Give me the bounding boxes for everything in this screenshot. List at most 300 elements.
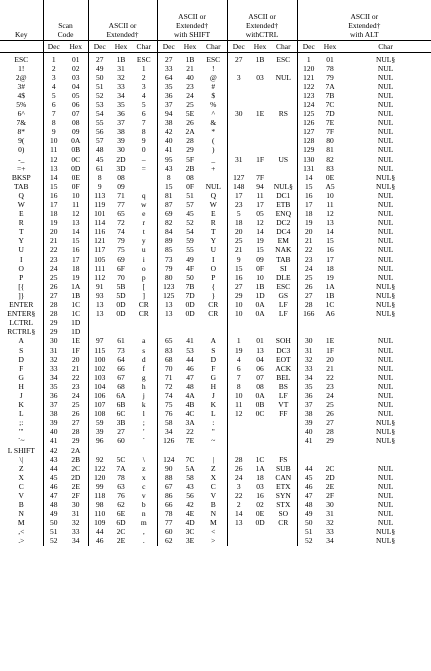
table-row: [0, 191, 431, 200]
value-cell: 81: [157, 191, 180, 200]
value-cell: 80: [157, 273, 180, 282]
value-cell: 36: [117, 109, 125, 119]
value-cell: b: [141, 500, 146, 510]
value-cell: 41: [297, 436, 320, 445]
value-cell: 14: [297, 173, 320, 182]
value-cell: 1B: [71, 290, 81, 300]
value-cell: 38: [297, 409, 320, 418]
subheader-cell: Char: [200, 40, 227, 52]
value-cell: 19: [227, 346, 250, 355]
value-cell: 36: [297, 391, 320, 400]
key-cell: J: [19, 390, 23, 400]
value-cell: [320, 318, 340, 327]
value-cell: [270, 446, 297, 455]
value-cell: 7A: [116, 463, 126, 473]
value-cell: 43: [43, 455, 64, 464]
value-cell: 35: [157, 82, 180, 91]
value-cell: 118: [88, 491, 111, 500]
shift-header-line1: ASCII or: [178, 12, 206, 22]
value-cell: 120: [297, 64, 320, 73]
value-cell: 127: [227, 173, 250, 182]
shift-header: [157, 0, 227, 40]
value-cell: 1F: [326, 345, 334, 355]
value-cell: 68: [157, 355, 180, 364]
value-cell: 30: [72, 500, 80, 510]
value-cell: 22: [186, 427, 194, 437]
value-cell: 112: [88, 273, 111, 282]
value-cell: 78: [157, 509, 180, 518]
value-cell: [250, 64, 270, 73]
value-cell: [88, 446, 111, 455]
ascii-header-line1: ASCII or: [108, 21, 137, 31]
value-cell: 31: [326, 509, 334, 519]
value-cell: 21: [72, 363, 80, 373]
value-cell: [131, 446, 157, 455]
value-cell: [111, 327, 131, 336]
value-cell: 60: [157, 527, 180, 536]
value-cell: 12: [227, 409, 250, 418]
value-cell: :: [212, 418, 215, 428]
value-cell: 100: [88, 355, 111, 364]
value-cell: CR: [208, 309, 219, 319]
value-cell: NUL§: [375, 427, 396, 437]
table-row: [0, 455, 431, 464]
value-cell: [297, 455, 320, 464]
value-cell: 69: [117, 254, 125, 264]
key-cell: Q: [18, 190, 24, 200]
value-cell: 30: [227, 109, 250, 118]
value-cell: NUL: [377, 127, 394, 137]
value-cell: 1: [43, 52, 64, 64]
subheader-cell: Dec: [157, 40, 180, 52]
value-cell: 1E: [71, 336, 80, 346]
value-cell: 82: [157, 218, 180, 227]
value-cell: 5D: [116, 290, 126, 300]
value-cell: 1C: [255, 454, 265, 464]
value-cell: A: [210, 336, 216, 346]
subheader-cell: Char: [270, 40, 297, 52]
value-cell: 1A: [255, 463, 265, 473]
value-cell: 08: [186, 172, 194, 182]
value-cell: 0D: [116, 309, 126, 319]
value-cell: CR: [138, 309, 149, 319]
value-cell: 73: [117, 345, 125, 355]
value-cell: 90: [157, 464, 180, 473]
value-cell: 33: [117, 81, 125, 91]
table-row: [0, 64, 431, 73]
value-cell: 115: [88, 346, 111, 355]
value-cell: 82: [326, 154, 334, 164]
value-cell: 130: [297, 155, 320, 164]
value-cell: [270, 136, 297, 145]
value-cell: d: [141, 354, 146, 364]
value-cell: 9: [141, 136, 146, 146]
value-cell: 06: [72, 99, 80, 109]
value-cell: CR: [208, 300, 219, 310]
value-cell: 13: [227, 518, 250, 527]
value-cell: NUL: [377, 245, 394, 255]
value-cell: 19: [297, 218, 320, 227]
value-cell: 65: [117, 209, 125, 219]
value-cell: 17: [256, 200, 264, 209]
value-cell: NUL: [377, 118, 394, 128]
value-cell: 33: [43, 364, 64, 373]
value-cell: 15: [227, 264, 250, 273]
key-cell: RCTRL§: [7, 327, 36, 337]
value-cell: [180, 446, 200, 455]
value-cell: e: [142, 209, 146, 219]
value-cell: 02: [256, 500, 264, 510]
value-cell: 105: [88, 255, 111, 264]
value-cell: NUL: [377, 218, 394, 228]
key-cell: 6^: [17, 109, 25, 119]
value-cell: 72: [117, 218, 125, 228]
alt-header-line1: ASCII or: [350, 12, 379, 22]
value-cell: [227, 436, 250, 445]
value-cell: 09: [117, 181, 125, 191]
value-cell: [200, 173, 227, 182]
value-cell: 13: [326, 218, 334, 228]
value-cell: NUL: [377, 136, 394, 146]
table-body: [0, 52, 431, 546]
key-cell: ,<: [18, 527, 25, 537]
value-cell: ENQ: [275, 209, 291, 219]
value-cell: 88: [157, 473, 180, 482]
value-cell: C: [210, 481, 216, 491]
value-cell: S: [211, 345, 216, 355]
value-cell: 03: [256, 481, 264, 491]
value-cell: 23: [227, 200, 250, 209]
table-row: [0, 255, 431, 264]
value-cell: 0B: [71, 145, 81, 155]
value-cell: 10: [256, 272, 264, 282]
value-cell: #: [211, 81, 216, 91]
value-cell: F: [211, 363, 216, 373]
value-cell: 7: [43, 109, 64, 118]
value-cell: [227, 164, 250, 173]
value-cell: 13: [43, 164, 64, 173]
table-row: [0, 500, 431, 509]
value-cell: NUL: [377, 409, 394, 419]
value-cell: 8: [43, 118, 64, 127]
value-cell: 19: [256, 236, 264, 246]
subheader-cell: Hex: [250, 40, 270, 52]
value-cell: 10: [227, 300, 250, 309]
key-cell: Z: [18, 463, 24, 473]
table-row: [0, 127, 431, 136]
value-cell: [340, 455, 431, 464]
value-cell: NUL§: [375, 536, 396, 546]
value-cell: TAB: [276, 254, 291, 264]
alt-header: [297, 0, 431, 40]
value-cell: 10: [43, 136, 64, 145]
value-cell: 1E: [255, 109, 265, 119]
value-cell: STX: [276, 500, 291, 510]
value-cell: CR: [278, 518, 289, 528]
table-row: [0, 236, 431, 245]
ctrl-header: [227, 0, 297, 40]
value-cell: 5B: [116, 281, 126, 291]
value-cell: [340, 446, 431, 455]
value-cell: 124: [157, 455, 180, 464]
subheader-cell: Dec: [227, 40, 250, 52]
table-row: [0, 100, 431, 109]
value-cell: 32: [72, 518, 80, 528]
value-cell: 127: [297, 127, 320, 136]
ctrl-header-line2: Extended†: [246, 21, 279, 31]
value-cell: [131, 173, 157, 182]
value-cell: D: [210, 354, 216, 364]
table-row: [0, 346, 431, 355]
value-cell: SOH: [275, 336, 291, 346]
value-cell: 31: [297, 346, 320, 355]
value-cell: 03: [72, 72, 80, 82]
value-cell: [270, 173, 297, 182]
table-row: [0, 536, 431, 545]
value-cell: H: [210, 381, 216, 391]
value-cell: RS: [278, 109, 288, 119]
value-cell: 34: [117, 90, 125, 100]
key-cell: U: [18, 245, 24, 255]
value-cell: 4C: [185, 409, 195, 419]
value-cell: [88, 327, 111, 336]
value-cell: [88, 318, 111, 327]
key-cell: A: [18, 336, 24, 346]
key-cell: 7&: [16, 118, 27, 128]
value-cell: 126: [157, 436, 180, 445]
value-cell: EOT: [276, 354, 291, 364]
subheader-cell: Char: [131, 40, 157, 52]
value-cell: 57: [88, 136, 111, 145]
value-cell: 3: [227, 73, 250, 82]
subheader-row: [0, 40, 431, 52]
value-cell: 2E: [71, 481, 80, 491]
value-cell: 97: [88, 336, 111, 345]
value-cell: [131, 327, 157, 336]
key-cell: P: [19, 272, 24, 282]
value-cell: 51: [297, 527, 320, 536]
value-cell: 113: [88, 191, 111, 200]
value-cell: [250, 527, 270, 536]
key-cell: T: [18, 227, 24, 237]
table-row: [0, 527, 431, 536]
value-cell: 26: [227, 464, 250, 473]
value-cell: 43: [157, 164, 180, 173]
value-cell: 123: [157, 282, 180, 291]
value-cell: [250, 536, 270, 545]
value-cell: 39: [117, 136, 125, 146]
table-row: [0, 327, 431, 336]
value-cell: 33: [297, 364, 320, 373]
value-cell: !: [212, 63, 215, 73]
value-cell: 1B: [116, 54, 126, 64]
value-cell: 98: [88, 500, 111, 509]
value-cell: [227, 536, 250, 545]
value-cell: 37: [43, 400, 64, 409]
value-cell: NUL: [377, 354, 394, 364]
value-cell: FF: [279, 409, 288, 419]
value-cell: 42: [186, 500, 194, 510]
subheader-cell: Dec: [43, 40, 64, 52]
value-cell: h: [141, 381, 146, 391]
value-cell: NUL: [377, 109, 394, 119]
value-cell: 55: [88, 118, 111, 127]
value-cell: 1A: [325, 281, 335, 291]
value-cell: 68: [117, 381, 125, 391]
value-cell: NUL: [377, 81, 394, 91]
value-cell: [: [142, 281, 146, 291]
alt-header-line2: Extended†: [348, 21, 381, 31]
table-row: [0, 391, 431, 400]
value-cell: 72: [157, 382, 180, 391]
value-cell: [250, 318, 270, 327]
value-cell: p: [141, 272, 146, 282]
value-cell: [250, 82, 270, 91]
value-cell: 5: [227, 209, 250, 218]
value-cell: 27: [117, 427, 125, 437]
value-cell: 1D: [255, 290, 265, 300]
value-cell: [270, 536, 297, 545]
value-cell: [250, 164, 270, 173]
key-cell: G: [18, 372, 24, 382]
value-cell: 91: [88, 282, 111, 291]
value-cell: 166: [297, 309, 320, 318]
value-cell: NUL: [377, 236, 394, 246]
table-row: [0, 482, 431, 491]
value-cell: 2C: [325, 463, 335, 473]
value-cell: 18: [227, 218, 250, 227]
value-cell: 15: [157, 182, 180, 191]
value-cell: 59: [186, 236, 194, 246]
value-cell: 39: [88, 427, 111, 436]
value-cell: 30: [117, 145, 125, 155]
key-cell: ;:: [19, 418, 24, 428]
value-cell: 22: [297, 245, 320, 254]
table-row: [0, 200, 431, 209]
value-cell: 76: [117, 491, 125, 500]
value-cell: 41: [186, 336, 194, 346]
value-cell: [250, 100, 270, 109]
value-cell: 44: [88, 527, 111, 536]
value-cell: 45: [43, 473, 64, 482]
value-cell: 21: [186, 63, 194, 73]
table-row: [0, 245, 431, 254]
value-cell: 5: [141, 99, 146, 109]
key-cell: =+: [17, 163, 26, 173]
value-cell: 7C: [325, 99, 335, 109]
value-cell: w: [141, 200, 147, 209]
value-cell: 15: [326, 236, 334, 246]
value-cell: 24: [326, 390, 334, 400]
table-row: [0, 300, 431, 309]
value-cell: EM: [277, 236, 289, 246]
value-cell: .: [142, 536, 145, 546]
value-cell: r: [142, 218, 146, 228]
value-cell: 39: [297, 418, 320, 427]
value-cell: 29: [72, 436, 80, 446]
value-cell: 44: [186, 354, 194, 364]
value-cell: 28: [43, 309, 64, 318]
value-cell: 36: [157, 91, 180, 100]
value-cell: BS: [278, 381, 288, 391]
value-cell: 61: [117, 336, 125, 346]
value-cell: 36: [43, 391, 64, 400]
value-cell: 19: [72, 272, 80, 282]
value-cell: 32: [326, 518, 334, 528]
value-cell: 16: [256, 491, 264, 500]
value-cell: [250, 446, 270, 455]
value-cell: 6B: [116, 400, 126, 410]
value-cell: 16: [227, 273, 250, 282]
value-cell: j: [142, 390, 145, 400]
value-cell: 4: [227, 355, 250, 364]
key-cell: .>: [18, 536, 25, 546]
value-cell: 83: [157, 346, 180, 355]
value-cell: BEL: [276, 372, 291, 382]
value-cell: 29: [186, 145, 194, 155]
value-cell: 2C: [116, 527, 126, 537]
value-cell: 2B: [185, 163, 195, 173]
value-cell: 10: [227, 309, 250, 318]
value-cell: A5: [325, 181, 335, 191]
value-cell: 76: [157, 409, 180, 418]
value-cell: 1F: [71, 345, 80, 355]
value-cell: NUL§: [375, 281, 396, 291]
value-cell: 28: [72, 427, 80, 437]
value-cell: 3E: [185, 536, 195, 546]
value-cell: 70: [117, 272, 125, 282]
value-cell: 40: [43, 427, 64, 436]
value-cell: 54: [88, 109, 111, 118]
ctrl-header-line3: withCTRL: [245, 30, 279, 40]
value-cell: 3: [43, 73, 64, 82]
value-cell: 104: [88, 382, 111, 391]
value-cell: 55: [186, 245, 194, 255]
value-cell: 48: [186, 381, 194, 391]
value-cell: [111, 318, 131, 327]
value-cell: [320, 327, 340, 336]
key-cell: \|: [19, 454, 24, 464]
value-cell: ESC: [276, 281, 291, 291]
value-cell: 0C: [255, 409, 265, 419]
value-cell: 41: [157, 145, 180, 154]
key-cell: L: [18, 409, 24, 419]
value-cell: 24: [43, 264, 64, 273]
value-cell: 69: [157, 209, 180, 218]
value-cell: 116: [88, 227, 111, 236]
value-cell: 34: [72, 536, 80, 546]
value-cell: 0F: [71, 181, 80, 191]
key-cell: 0): [18, 145, 25, 155]
value-cell: NUL: [377, 154, 394, 164]
value-cell: [270, 118, 297, 127]
value-cell: 15: [43, 182, 64, 191]
value-cell: 77: [157, 518, 180, 527]
value-cell: 39: [43, 418, 64, 427]
value-cell: DC2: [276, 218, 291, 228]
value-cell: i: [142, 254, 145, 264]
value-cell: 49: [88, 64, 111, 73]
value-cell: 37: [297, 400, 320, 409]
value-cell: 7A: [325, 81, 335, 91]
value-cell: 0A: [71, 136, 81, 146]
subheader-cell: Dec: [297, 40, 320, 52]
value-cell: FS: [279, 454, 288, 464]
value-cell: NUL: [377, 254, 394, 264]
value-cell: NUL: [377, 209, 394, 219]
value-cell: 49: [186, 254, 194, 264]
value-cell: 18: [297, 209, 320, 218]
